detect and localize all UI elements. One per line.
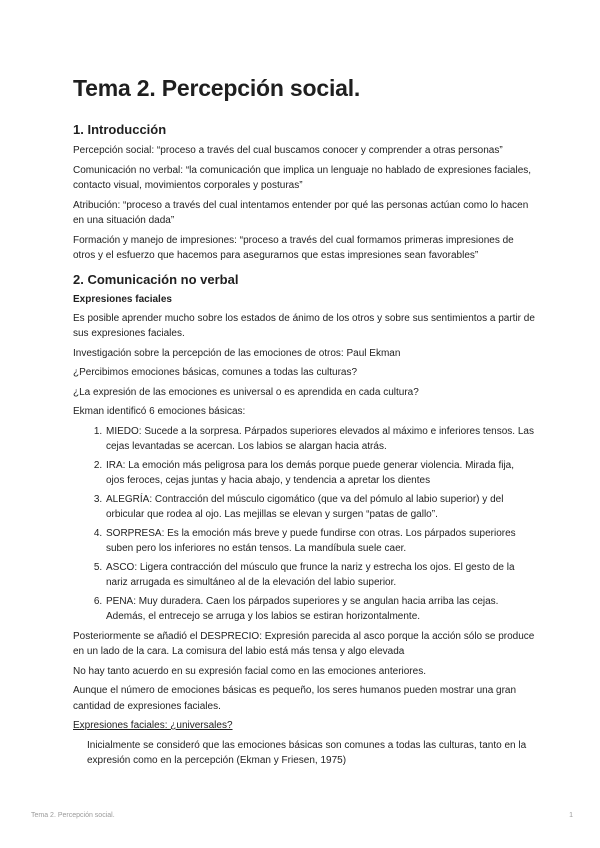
paragraph: Es posible aprender mucho sobre los estados de ánimo de los otros y sobre sus sentimientos a partir de sus expresiones faciales. — [73, 312, 535, 339]
paragraph: Atribución: “proceso a través del cual intentamos entender por qué las personas actúan como lo hacen en una situación dada” — [73, 199, 529, 226]
list-item: 6. PENA: Muy duradera. Caen los párpados superiores y se angulan hacia arriba las cejas. Además, el entrecejo se arruga y los labios se estiran horizontalmente. — [105, 594, 535, 625]
paragraph: Posteriormente se añadió el DESPRECIO: Expresión parecida al asco porque la acción sólo se produce en un lado de la cara. La comisura del labio está más tensa y algo elevada — [73, 630, 535, 657]
subsection-heading: Expresiones faciales — [73, 293, 172, 305]
paragraph: ¿Percibimos emociones básicas, comunes a todas las culturas? — [73, 367, 358, 378]
list-item: 4. SORPRESA: Es la emoción más breve y puede fundirse con otras. Los párpados superiores suben pero los inferiores no están tensos. La mandíbula suele caer. — [105, 526, 535, 557]
paragraph: ¿La expresión de las emociones es universal o es aprendida en cada cultura? — [73, 386, 419, 398]
page-title: Tema 2. Percepción social. — [73, 75, 361, 101]
section-comunicacion-no-verbal — [73, 272, 535, 769]
section-heading: 2. Comunicación no verbal — [73, 271, 239, 287]
paragraph: Percepción social: “proceso a través del cual buscamos conocer y comprender a otras personas” — [73, 145, 503, 156]
underlined-heading: Expresiones faciales: ¿universales? — [73, 720, 233, 731]
paragraph: Ekman identificó 6 emociones básicas: — [73, 406, 246, 417]
list-item: 3. ALEGRÍA: Contracción del músculo cigomático (que va del pómulo al labio superior) y del orbicular que rodea al ojo. Las mejillas se elevan y surgen “patas de gallo”. — [105, 492, 535, 523]
paragraph: Inicialmente se consideró que las emociones básicas son comunes a todas las culturas, tanto en la expresión como en la percepción (Ekman y Friesen, 1975) — [87, 739, 527, 766]
paragraph: Comunicación no verbal: “la comunicación que implica un lenguaje no hablado de expresiones faciales, contacto visual, movimientos corporales y posturas” — [73, 164, 532, 191]
footer-title: Tema 2. Percepción social. — [31, 812, 115, 819]
paragraph: Aunque el número de emociones básicas es pequeño, los seres humanos pueden mostrar una gran cantidad de expresiones faciales. — [73, 685, 517, 712]
section-heading: 1. Introducción — [73, 122, 167, 137]
list-item: 2. IRA: La emoción más peligrosa para los demás porque puede generar violencia. Mirada fija, ojos feroces, cejas juntas y hacia abajo, y tendencia a apretar los dientes — [105, 458, 535, 489]
list-item: 5. ASCO: Ligera contracción del músculo que frunce la nariz y estrecha los ojos. El gesto de la nariz arrugada es simultáneo al de la elevación del labio superior. — [105, 560, 535, 591]
page-footer — [31, 812, 573, 819]
page-number: 1 — [569, 812, 573, 819]
list-item: 1. MIEDO: Sucede a la sorpresa. Párpados superiores elevados al máximo e inferiores tensos. Las cejas levantadas se acercan. Los labios se alargan hacia atrás. — [105, 424, 535, 455]
emotions-list — [73, 424, 535, 625]
section-introduccion — [73, 122, 535, 264]
paragraph: Formación y manejo de impresiones: “proceso a través del cual formamos primeras impresiones de otros y el esfuerzo que hacemos para asegurarnos que estas impresiones sean favorables” — [73, 234, 514, 261]
document-page — [73, 74, 535, 774]
paragraph: Investigación sobre la percepción de las emociones de otros: Paul Ekman — [73, 347, 401, 359]
paragraph: No hay tanto acuerdo en su expresión facial como en las emociones anteriores. — [73, 665, 426, 677]
